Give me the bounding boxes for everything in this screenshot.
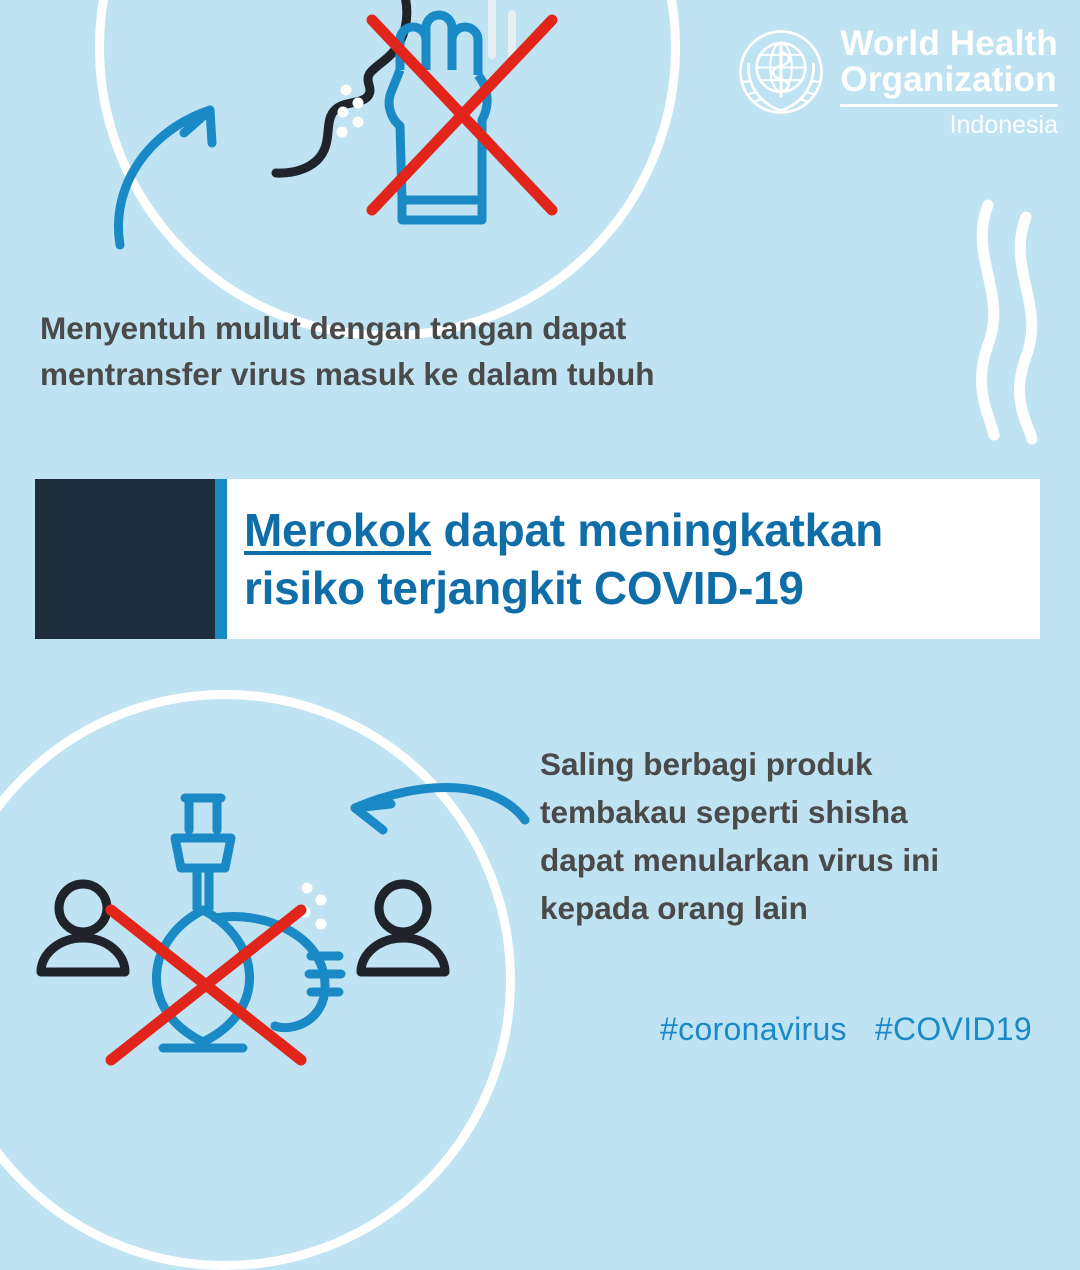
headline-dark-block (35, 479, 215, 639)
who-emblem-icon (736, 26, 826, 118)
bottom-caption-line2: tembakau seperti shisha (540, 794, 908, 830)
shisha-sharing-crossed-out-illustration (25, 760, 565, 1070)
headline-underlined-word: Merokok (244, 504, 432, 556)
bottom-caption (540, 740, 1040, 932)
headline-text-panel (227, 479, 1040, 639)
bottom-caption-line1: Saling berbagi produk (540, 746, 873, 782)
hashtag-covid19[interactable]: #COVID19 (874, 1011, 1032, 1047)
hashtag-group (660, 1011, 1032, 1048)
headline-line1-rest: dapat meningkatkan (431, 504, 883, 556)
top-caption (40, 305, 800, 397)
headline-accent-bar (215, 479, 227, 639)
who-name-line2: Organization (840, 60, 1057, 99)
top-caption-line1: Menyentuh mulut dengan tangan dapat (40, 310, 627, 346)
top-caption-line2: mentransfer virus masuk ke dalam tubuh (40, 356, 655, 392)
who-name-line1: World Health (840, 24, 1058, 63)
hand-touching-mouth-crossed-out-illustration (100, 0, 660, 290)
headline-line2: risiko terjangkit COVID-19 (244, 562, 804, 614)
smoke-swirl-icon (960, 195, 1050, 445)
who-logo (736, 26, 1058, 138)
bottom-caption-line3: dapat menularkan virus ini (540, 842, 940, 878)
who-divider (840, 104, 1058, 107)
hashtag-coronavirus[interactable]: #coronavirus (660, 1011, 847, 1047)
headline-banner (35, 479, 1040, 639)
bottom-caption-line4: kepada orang lain (540, 890, 808, 926)
who-country-label: Indonesia (949, 111, 1058, 139)
